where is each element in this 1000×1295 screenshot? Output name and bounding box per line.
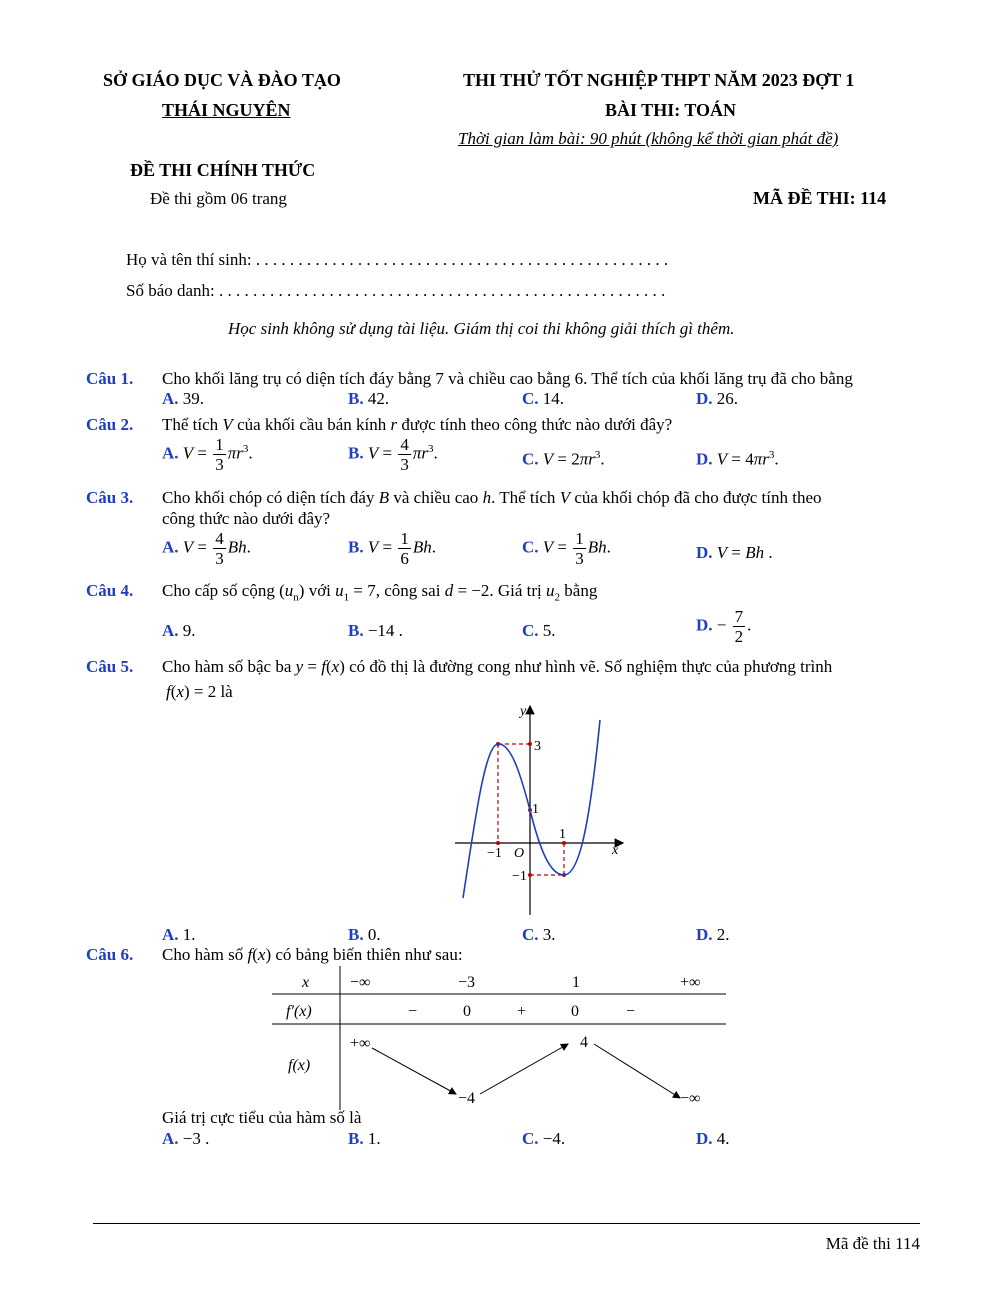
exam-title: THI THỬ TỐT NGHIỆP THPT NĂM 2023 ĐỢT 1 [463,70,855,90]
option-value: 26. [716,389,739,408]
q4-label: Câu 4. [86,581,134,600]
q6-option-c[interactable]: C. −4. [522,1129,566,1148]
x-label: x [612,843,619,858]
point [528,873,532,877]
variation-arrow [594,1044,680,1098]
table-header-fprime: f′(x) [286,1003,312,1020]
option-value: 14. [542,389,565,408]
q4-option-b[interactable]: B. −14 . [348,621,403,640]
table-x-value: −∞ [350,974,371,991]
q3-option-d[interactable]: D. V = Bh . [696,543,773,562]
q3-label: Câu 3. [86,488,134,507]
option-key: C. [522,389,539,408]
point [496,841,500,845]
header-org: SỞ GIÁO DỤC VÀ ĐÀO TẠO [103,70,341,90]
variation-table [272,966,728,1110]
table-fp-value: − [626,1003,636,1020]
exam-time: Thời gian làm bài: 90 phút (không kể thời gian phát đề) [458,129,839,148]
table-header-x: x [302,974,310,991]
student-id-field: Số báo danh: . . . . . . . . . . . . . . . . . . . . . . . . . . . . . . . . . . . . . . . . . . . . . . . . . . . . . [126,281,666,300]
q5-option-d[interactable]: D. 2. [696,925,730,944]
instruction: Học sinh không sử dụng tài liệu. Giám thị coi thi không giải thích gì thêm. [228,319,735,338]
q6-option-a[interactable]: A. −3 . [162,1129,210,1148]
exam-code: MÃ ĐỀ THI: 114 [753,188,887,208]
table-x-value: 1 [572,974,580,991]
exam-subject: BÀI THI: TOÁN [605,100,737,120]
tick-label: 1 [532,802,539,817]
option-value: 39. [182,389,205,408]
tick-label: 3 [534,739,541,754]
q1-option-b[interactable] [348,389,389,409]
q3-option-b[interactable]: B. V = $\frac{1}{6}$ Bh. [348,529,436,568]
q2-label: Câu 2. [86,415,134,434]
q4-option-c[interactable]: C. 5. [522,621,556,640]
table-x-value: +∞ [680,974,701,991]
q3-text-2: công thức nào dưới đây? [162,509,331,528]
q2-text: Thể tích V của khối cầu bán kính r được tính theo công thức nào dưới đây? [162,415,673,434]
q2-option-d[interactable]: D. $V = 4\pi r^3$. [696,449,779,469]
q5-text-2: f(x) = 2 là [166,682,233,701]
header-province: THÁI NGUYÊN [162,100,291,120]
q5-option-a[interactable]: A. 1. [162,925,196,944]
q5-option-b[interactable]: B. 0. [348,925,381,944]
footer-code: Mã đề thi 114 [825,1234,920,1253]
table-f-value: −4 [458,1090,476,1107]
origin-label: O [514,846,525,861]
q1-option-d[interactable] [696,389,738,409]
q6-after: Giá trị cực tiểu của hàm số là [162,1108,362,1127]
table-f-value: −∞ [680,1090,701,1107]
q6-option-b[interactable]: B. 1. [348,1129,381,1148]
table-header-f: f(x) [288,1057,311,1074]
q3-option-c[interactable]: C. V = $\frac{1}{3}$ Bh. [522,529,611,568]
official-label: ĐỀ THI CHÍNH THỨC [130,160,316,180]
q1-option-a[interactable] [162,389,204,409]
variation-arrow [480,1044,568,1094]
option-value: 42. [367,389,390,408]
option-key: B. [348,389,364,408]
variation-arrow [372,1048,456,1094]
cubic-graph [440,700,640,920]
table-f-value: +∞ [350,1035,371,1052]
table-fp-value: 0 [463,1003,471,1020]
q6-label: Câu 6. [86,945,134,964]
tick-label: 1 [559,827,566,842]
q3-option-a[interactable]: A. V = $\frac{4}{3}$ Bh. [162,529,251,568]
table-x-value: −3 [458,974,476,991]
table-fp-value: + [517,1003,527,1020]
point [528,742,532,746]
q6-option-d[interactable]: D. 4. [696,1129,730,1148]
option-key: D. [696,389,713,408]
option-key: A. [162,389,179,408]
q2-option-b[interactable]: B. V = $\frac{4}{3}$ $\pi r^3$. [348,435,438,474]
footer-divider [93,1223,920,1224]
y-label: y [520,704,527,719]
q4-option-d[interactable]: D. − $\frac{7}{2}$ . [696,607,752,646]
q4-option-a[interactable]: A. 9. [162,621,196,640]
q3-text: Cho khối chóp có diện tích đáy B và chiều cao h. Thể tích V của khối chóp đã cho được tính theo [162,488,822,507]
page-count: Đề thi gồm 06 trang [150,189,287,208]
q2-option-a[interactable]: A. V = $\frac{1}{3}$ $\pi r^3$. [162,435,253,474]
q2-option-c[interactable]: C. $V = 2\pi r^3$. [522,449,605,469]
q1-label: Câu 1. [86,369,134,388]
q4-text: Cho cấp số cộng $(u_n)$ với $u_1 = 7$, công sai d = −2. Giá trị $u_2$ bằng [162,581,598,604]
tick-label: −1 [487,846,502,861]
q5-label: Câu 5. [86,657,134,676]
q1-option-c[interactable] [522,389,564,409]
q1-text: Cho khối lăng trụ có diện tích đáy bằng 7 và chiều cao bằng 6. Thể tích của khối lăng trụ đã cho bằng [162,369,853,388]
q6-text: Cho hàm số f(x) có bảng biến thiên như sau: [162,945,463,964]
table-fp-value: 0 [571,1003,579,1020]
q5-option-c[interactable]: C. 3. [522,925,556,944]
student-name-field: Họ và tên thí sinh: . . . . . . . . . . . . . . . . . . . . . . . . . . . . . . . . . . . . . . . . . . . . . . . . . [126,250,669,269]
table-f-value: 4 [580,1034,588,1051]
q5-text: Cho hàm số bậc ba y = f(x) có đồ thị là đường cong như hình vẽ. Số nghiệm thực của phương trình [162,657,833,676]
tick-label: −1 [512,869,527,884]
table-fp-value: − [408,1003,418,1020]
